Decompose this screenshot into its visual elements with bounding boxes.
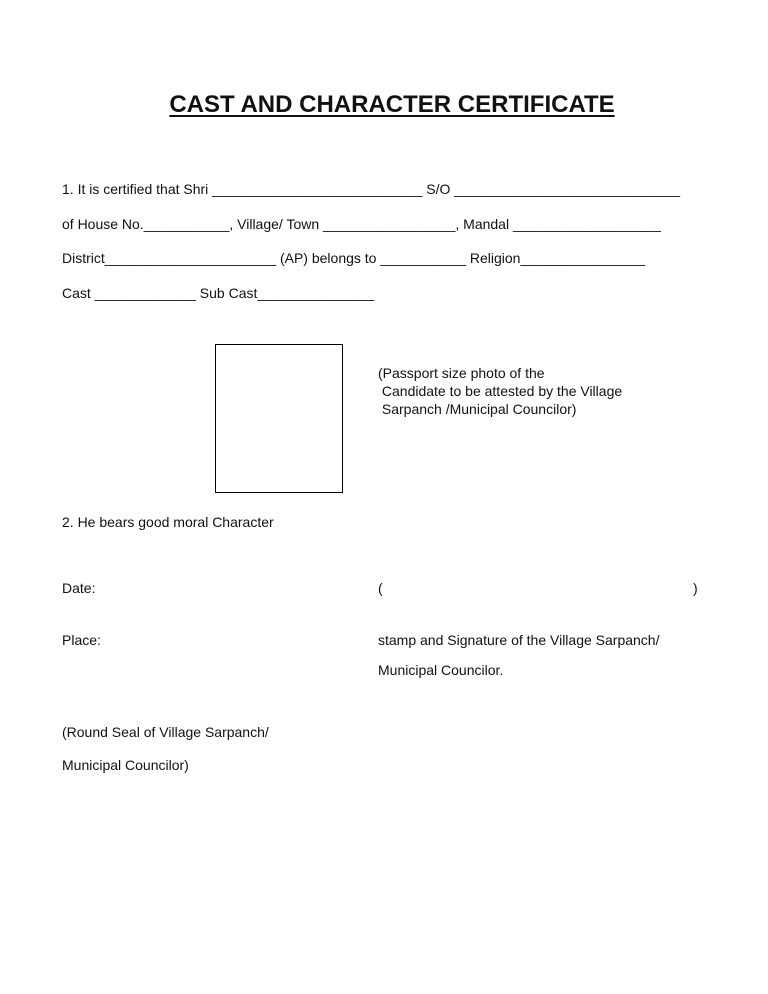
signature-close-paren: ) <box>693 580 698 596</box>
signature-caption-line-2: Municipal Councilor. <box>378 662 504 678</box>
place-label: Place: <box>62 632 101 648</box>
date-label: Date: <box>62 580 96 596</box>
photo-note-line-2: Candidate to be attested by the Village <box>378 383 623 399</box>
photo-placeholder-box <box>215 344 343 493</box>
photo-note-line-1: (Passport size photo of the <box>378 365 545 381</box>
signature-open-paren: ( <box>378 580 383 596</box>
house-village-mandal-line: of House No.___________, Village/ Town _________________, Mandal ___________________ <box>62 216 661 232</box>
seal-note-line-1: (Round Seal of Village Sarpanch/ <box>62 724 269 740</box>
district-religion-line: District______________________ (AP) belongs to ___________ Religion________________ <box>62 250 646 266</box>
candidate-name-line: 1. It is certified that Shri ___________________________ S/O _____________________________ <box>62 181 681 197</box>
photo-note-line-3: Sarpanch /Municipal Councilor) <box>378 401 577 417</box>
signature-caption-line-1: stamp and Signature of the Village Sarpanch/ <box>378 632 660 648</box>
certificate-title: CAST AND CHARACTER CERTIFICATE <box>169 91 615 118</box>
seal-note-line-2: Municipal Councilor) <box>62 757 189 773</box>
character-statement: 2. He bears good moral Character <box>62 514 274 530</box>
cast-subcast-line: Cast _____________ Sub Cast_______________ <box>62 285 375 301</box>
